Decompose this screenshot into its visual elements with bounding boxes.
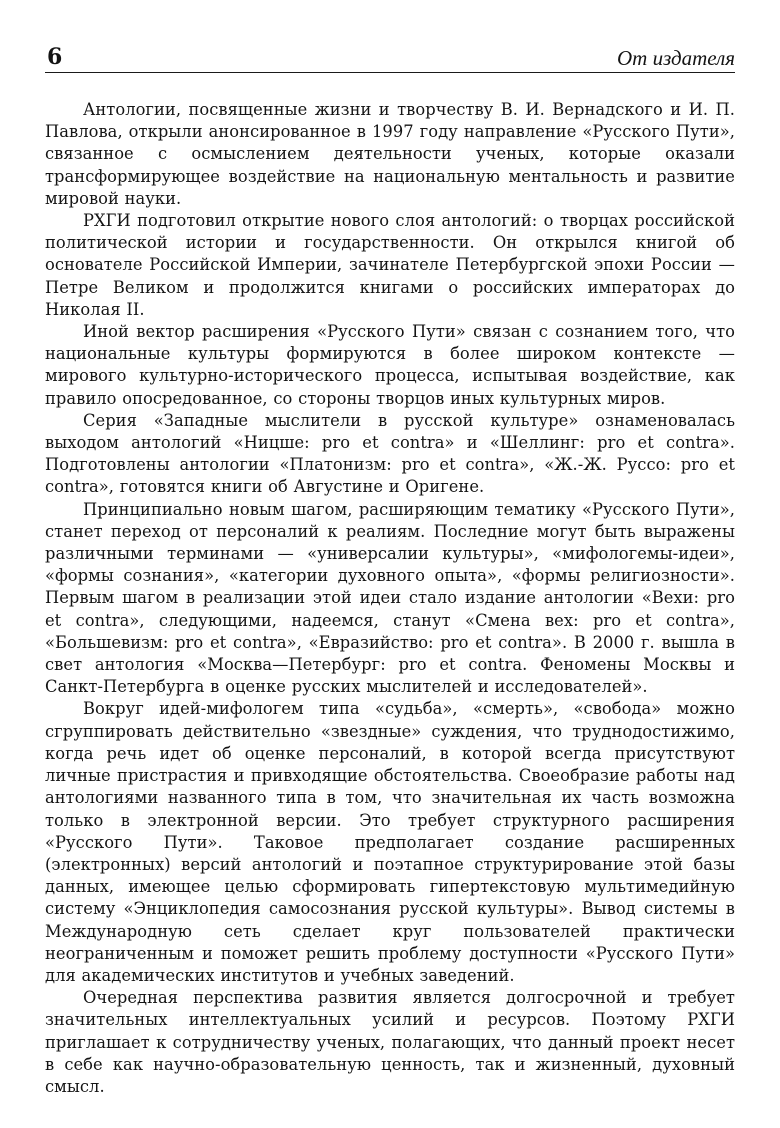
paragraph: Серия «Западные мыслители в русской культуре» ознаменовалась выходом антологий «Ницше: pro et contra» и «Шеллинг: pro et contra». Подготовлены антологии «Платонизм: pro et contra», «Ж.-Ж. Руссо: pro et contra», готовятся книги об Августине и Оригене. [45, 410, 735, 497]
section-title: От издателя [616, 46, 735, 70]
running-head [45, 44, 735, 73]
paragraph: Антологии, посвященные жизни и творчеству В. И. Вернадского и И. П. Павлова, открыли анонсированное в 1997 году направление «Русского Пути», связанное с осмыслением деятельности ученых, которые оказали трансформирующее воздействие на национальную ментальность и развитие мировой науки. [45, 100, 735, 208]
paragraph: Принципиально новым шагом, расширяющим тематику «Русского Пути», станет переход от персоналий к реалиям. Последние могут быть выражены различными терминами — «универсалии культуры», «мифологемы-идеи», «формы сознания», «категории духовного опыта», «формы религиозности». Первым шагом в реализации этой идеи стало издание антологии «Вехи: pro et contra», следующими, надеемся, станут «Смена вех: pro et contra», «Большевизм: pro et contra», «Евразийство: pro et contra». В 2000 г. вышла в свет антология «Москва—Петербург: pro et contra. Феномены Москвы и Санкт-Петербурга в оценке русских мыслителей и исследователей». [45, 499, 735, 697]
book-page [45, 44, 735, 1098]
body-text [45, 99, 735, 1098]
paragraph: Иной вектор расширения «Русского Пути» связан с сознанием того, что национальные культуры формируются в более широком контексте — мирового культурно-исторического процесса, испытывая воздействие, как правило опосредованное, со стороны творцов иных культурных миров. [45, 322, 735, 408]
page-number: 6 [47, 44, 63, 70]
paragraph: Вокруг идей-мифологем типа «судьба», «смерть», «свобода» можно сгруппировать действительно «звездные» суждения, что труднодостижимо, когда речь идет об оценке персоналий, в которой всегда присутствуют личные пристрастия и привходящие обстоятельства. Своеобразие работы над антологиями названного типа в том, что значительная их часть возможна только в электронной версии. Это требует структурного расширения «Русского Пути». Таковое предполагает создание расширенных (электронных) версий антологий и поэтапное структурирование этой базы данных, имеющее целью сформировать гипертекстовую мультимедийную систему «Энциклопедия самосознания русской культуры». Вывод системы в Международную сеть сделает круг пользователей практически неограниченным и поможет решить проблему доступности «Русского Пути» для академических институтов и учебных заведений. [45, 699, 735, 985]
paragraph: Очередная перспектива развития является долгосрочной и требует значительных интеллектуальных усилий и ресурсов. Поэтому РХГИ приглашает к сотрудничеству ученых, полагающих, что данный проект несет в себе как научно-образовательную ценность, так и жизненный, духовный смысл. [45, 988, 735, 1096]
paragraph: РХГИ подготовил открытие нового слоя антологий: о творцах российской политической истории и государственности. Он открылся книгой об основателе Российской Империи, зачинателе Петербургской эпохи России — Петре Великом и продолжится книгами о российских императорах до Николая II. [45, 211, 735, 319]
